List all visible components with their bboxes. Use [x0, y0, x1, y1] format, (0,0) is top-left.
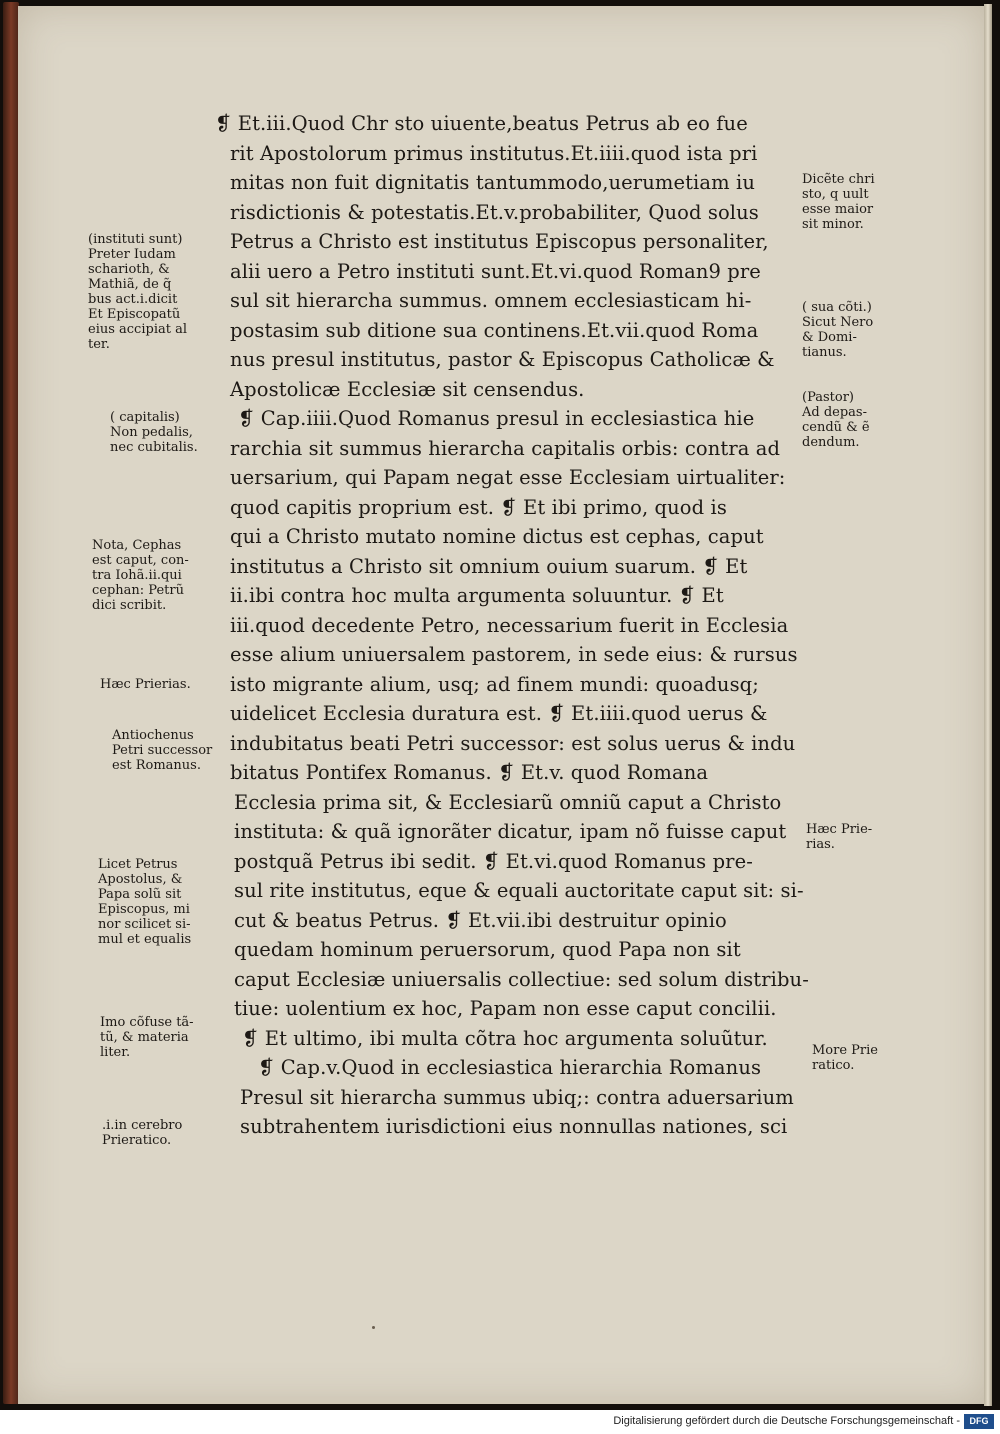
body-text-line: caput Ecclesiæ uniuersalis collectiue: sed solum distribu-: [234, 967, 809, 991]
margin-note-line: sto, q uult: [802, 187, 869, 202]
body-text-line: institutus a Christo sit omnium ouium suarum. ❡ Et: [230, 554, 748, 578]
margin-note-line: (Pastor): [802, 390, 854, 405]
body-text-line: ❡ Cap.iiii.Quod Romanus presul in ecclesiastica hie: [238, 407, 755, 430]
body-text-line: ❡ Cap.v.Quod in ecclesiastica hierarchia Romanus: [258, 1056, 762, 1079]
margin-note-line: Ad depas-: [802, 405, 867, 420]
paper-speck: [372, 1326, 375, 1329]
right-margin-note: [812, 1043, 878, 1073]
margin-note-line: Preter Iudam: [88, 247, 176, 262]
body-text-line: nus presul institutus, pastor & Episcopus Catholicæ &: [230, 348, 775, 371]
margin-note-line: dici scribit.: [92, 598, 167, 613]
margin-note-line: cendũ & ẽ: [802, 420, 870, 435]
body-text-line: mitas non fuit dignitatis tantummodo,uerumetiam iu: [230, 171, 755, 194]
margin-note-line: Mathiã, de q̃: [88, 277, 172, 292]
book-cover-edge: [3, 2, 19, 1404]
right-margin-note: [806, 822, 872, 852]
margin-note-line: eius accipiat al: [88, 322, 187, 337]
margin-note-line: More Prie: [812, 1043, 878, 1058]
margin-note-line: esse maior: [802, 202, 874, 217]
right-margin-note: [802, 300, 873, 360]
body-text-line: cut & beatus Petrus. ❡ Et.vii.ibi destruitur opinio: [234, 908, 727, 932]
margin-note-line: dendum.: [802, 435, 860, 450]
margin-note-line: tianus.: [802, 345, 847, 360]
body-text-line: indubitatus beati Petri successor: est solus uerus & indu: [230, 731, 796, 755]
right-margin-note: [802, 390, 870, 450]
margin-note-line: rias.: [806, 837, 835, 852]
page-fore-edge: [984, 4, 992, 1406]
margin-note-line: Apostolus, &: [98, 872, 183, 887]
margin-note-line: Sicut Nero: [802, 315, 874, 330]
body-text-line: ❡ Et.iii.Quod Chr sto uiuente,beatus Petrus ab eo fue: [215, 112, 748, 135]
body-text-line: iii.quod decedente Petro, necessarium fuerit in Ecclesia: [230, 613, 789, 637]
body-text-line: Presul sit hierarcha summus ubiq;: contra aduersarium: [240, 1085, 794, 1109]
body-text-line: uidelicet Ecclesia duratura est. ❡ Et.iiii.quod uerus &: [230, 702, 768, 725]
margin-note-line: Nota, Cephas: [92, 538, 182, 553]
margin-note-line: cephan: Petrũ: [92, 583, 184, 598]
margin-note-line: Imo cõfuse tã-: [100, 1015, 194, 1030]
margin-note-line: .i.in cerebro: [102, 1118, 183, 1133]
margin-note-line: scharioth, &: [88, 262, 170, 277]
margin-note-line: Et Episcopatũ: [88, 307, 181, 322]
body-text-line: rarchia sit summus hierarcha capitalis orbis: contra ad: [230, 436, 781, 460]
left-margin-note: [112, 728, 212, 773]
body-text-line: Ecclesia prima sit, & Ecclesiarũ omniũ caput a Christo: [234, 790, 782, 814]
body-text-line: Apostolicæ Ecclesiæ sit censendus.: [230, 377, 585, 401]
margin-note-line: nor scilicet si-: [98, 917, 191, 932]
body-text-line: esse alium uniuersalem pastorem, in sede eius: & rursus: [230, 643, 798, 666]
margin-note-line: Prieratico.: [102, 1133, 172, 1148]
margin-note-line: & Domi-: [802, 330, 857, 345]
body-text-line: sul rite institutus, eque & equali auctoritate caput sit: si-: [234, 879, 804, 902]
margin-note-line: (instituti sunt): [88, 232, 183, 247]
left-margin-note: [110, 410, 198, 455]
body-text-line: quedam hominum peruersorum, quod Papa non sit: [234, 938, 741, 961]
body-text-line: Petrus a Christo est institutus Episcopus personaliter,: [230, 230, 769, 253]
left-margin-note: [100, 677, 191, 692]
margin-note-line: Licet Petrus: [98, 857, 178, 872]
right-margin-note: [802, 172, 875, 232]
margin-note-line: est Romanus.: [112, 758, 201, 773]
body-text-line: qui a Christo mutato nomine dictus est cephas, caput: [230, 525, 764, 548]
left-margin-note: [102, 1118, 182, 1148]
left-margin-note: [88, 232, 187, 352]
body-text-line: uersarium, qui Papam negat esse Ecclesiam uirtualiter:: [230, 466, 786, 489]
margin-note-line: Non pedalis,: [110, 425, 193, 440]
margin-note-line: ( sua cõti.): [802, 300, 872, 315]
body-text-line: postasim sub ditione sua continens.Et.vii.quod Roma: [230, 318, 759, 342]
left-margin-note: [92, 538, 189, 613]
margin-note-line: Petri successor: [112, 743, 213, 758]
body-text-line: ❡ Et ultimo, ibi multa cõtra hoc argumenta soluũtur.: [242, 1026, 768, 1050]
margin-note-line: bus act.i.dicit: [88, 292, 178, 307]
body-text-line: isto migrante alium, usq; ad finem mundi: quoadusq;: [230, 672, 759, 696]
footer-bar: [0, 1410, 1000, 1434]
margin-note-line: Papa solũ sit: [98, 887, 182, 902]
margin-note-line: ratico.: [812, 1058, 855, 1073]
body-text-line: quod capitis proprium est. ❡ Et ibi primo, quod is: [230, 495, 727, 519]
margin-note-line: Hæc Prierias.: [100, 677, 191, 692]
body-text-line: risdictionis & potestatis.Et.v.probabiliter, Quod solus: [230, 200, 759, 224]
margin-note-line: tũ, & materia: [100, 1030, 189, 1045]
body-text-line: sul sit hierarcha summus. omnem ecclesiasticam hi-: [230, 289, 752, 312]
margin-note-line: ( capitalis): [110, 410, 180, 425]
margin-note-line: nec cubitalis.: [110, 440, 198, 455]
body-text-line: bitatus Pontifex Romanus. ❡ Et.v. quod Romana: [230, 761, 709, 784]
body-text-line: subtrahentem iurisdictioni eius nonnullas nationes, sci: [240, 1115, 788, 1138]
margin-note-line: Hæc Prie-: [806, 822, 873, 837]
margin-note-line: tra Iohã.ii.qui: [92, 568, 182, 583]
margin-note-line: Dicẽte chri: [802, 172, 875, 187]
margin-note-line: sit minor.: [802, 217, 864, 232]
margin-note-line: mul et equalis: [98, 932, 192, 947]
body-text-line: instituta: & quã ignorãter dicatur, ipam nõ fuisse caput: [234, 820, 787, 843]
margin-note-line: Episcopus, mi: [98, 902, 190, 917]
left-margin-note: [100, 1015, 194, 1060]
margin-note-line: est caput, con-: [92, 553, 189, 568]
margin-note-line: Antiochenus: [112, 728, 194, 743]
dfg-logo: DFG: [964, 1414, 994, 1429]
margin-note-line: ter.: [88, 337, 110, 352]
left-margin-note: [98, 857, 191, 947]
body-text-line: tiue: uolentium ex hoc, Papam non esse caput concilii.: [234, 997, 777, 1020]
body-text-line: postquã Petrus ibi sedit. ❡ Et.vi.quod Romanus pre-: [234, 849, 753, 873]
body-text-line: alii uero a Petro instituti sunt.Et.vi.quod Roman9 pre: [230, 259, 761, 283]
body-text-line: ii.ibi contra hoc multa argumenta soluuntur. ❡ Et: [230, 584, 724, 607]
body-text-line: rit Apostolorum primus institutus.Et.iiii.quod ista pri: [230, 141, 758, 165]
footer-credit-text: Digitalisierung gefördert durch die Deutsche Forschungsgemeinschaft -: [613, 1415, 960, 1427]
margin-note-line: liter.: [100, 1045, 131, 1060]
